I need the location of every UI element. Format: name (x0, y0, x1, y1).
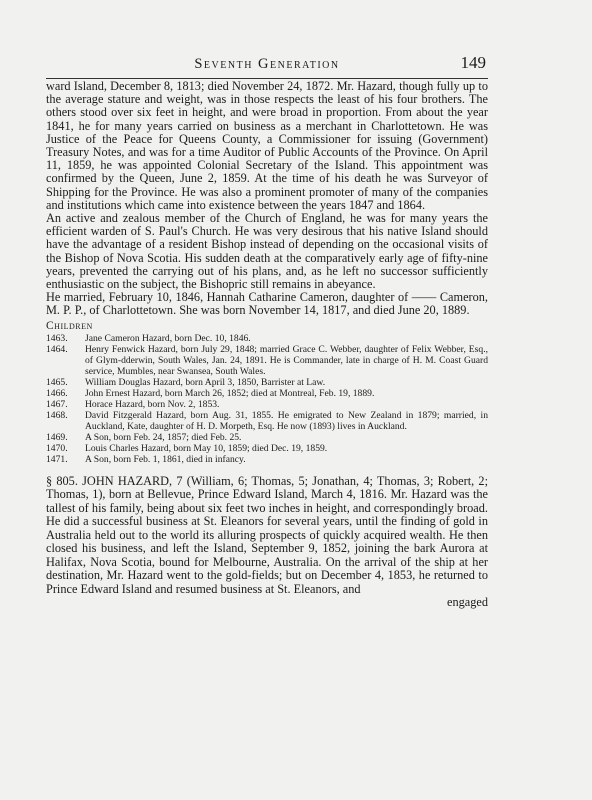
child-number: 1465. (46, 376, 68, 388)
running-header (46, 52, 488, 79)
child-entry (46, 344, 488, 377)
child-text: Jane Cameron Hazard, born Dec. 10, 1846. (85, 332, 251, 344)
paragraph-career: ward Island, December 8, 1813; died November 24, 1872. Mr. Hazard, though fully up to the average stature and weight, was in those respects the least of his four brothers. The others stood over six feet in height, and were broad in proportion. From about the year 1841, he for many years carried on business as a merchant in Charlottetown. He was Justice of the Peace for Queens County, a Commissioner for issuing (Government) Treasury Notes, and was for a time Auditor of Public Accounts of the Province. On April 11, 1859, he was appointed Colonial Secretary of the Island. This appointment was confirmed by the Queen, June 2, 1859. At the time of his death he was Surveyor of Shipping for the Province. He was also a prominent promoter of many of the companies and institutions which came into existence between the years 1847 and 1864. (46, 79, 488, 212)
catchword: engaged (447, 595, 488, 610)
child-text: Henry Fenwick Hazard, born July 29, 1848; married Grace C. Webber, daughter of Felix Webber, Esq., of Glym-dderwin, South Wales, Jan. 24, 1891. He is Commander, late in charge of H. M. Coast Guard service, Mumbles, near Swansea, South Wales. (85, 343, 488, 377)
child-entry (46, 333, 488, 344)
children-list (46, 333, 488, 465)
child-text: A Son, born Feb. 24, 1857; died Feb. 25. (85, 431, 242, 443)
child-text: John Ernest Hazard, born March 26, 1852; died at Montreal, Feb. 19, 1889. (85, 387, 375, 399)
child-text: David Fitzgerald Hazard, born Aug. 31, 1855. He emigrated to New Zealand in 1879; married, in Auckland, Kate, daughter of H. D. Morpeth, Esq. He now (1893) lives in Auckland. (85, 409, 488, 432)
paragraph-john-hazard: § 805. JOHN HAZARD, 7 (William, 6; Thomas, 5; Jonathan, 4; Thomas, 3; Robert, 2; Thomas, 1), born at Bellevue, Prince Edward Island, March 4, 1816. Mr. Hazard was the tallest of his family, being about six feet two inches in height, and correspondingly broad. He did a successful business at St. Eleanors for several years, until the finding of gold in Australia held out to the world its alluring prospects of quickly acquired wealth. He then closed his business, and left the Island, September 9, 1852, joining the bark Aurora at Halifax, Nova Scotia, bound for Melbourne, Australia. On the arrival of the ship at her destination, Mr. Hazard went to the gold-fields; but on December 4, 1853, he returned to Prince Edward Island and resumed business at St. Eleanors, and (46, 473, 488, 596)
child-entry (46, 377, 488, 388)
running-title: Seventh Generation (194, 56, 340, 72)
page-body (46, 80, 488, 610)
child-entry (46, 388, 488, 399)
child-number: 1470. (46, 442, 68, 454)
child-number: 1468. (46, 409, 68, 421)
child-number: 1466. (46, 387, 68, 399)
child-number: 1467. (46, 398, 68, 410)
child-number: 1464. (46, 343, 68, 355)
child-entry (46, 454, 488, 465)
paragraph-church: An active and zealous member of the Church of England, he was for many years the efficient warden of S. Paul's Church. He was very desirous that his native Island should have the advantage of a resident Bishop instead of depending on the occasional visits of the Bishop of Nova Scotia. His sudden death at the comparatively early age of fifty-nine years, prevented the carrying out of his plans, and, as he left no successor sufficiently enthusiastic on the subject, the Bishopric still remains in abeyance. (46, 211, 488, 292)
child-text: Horace Hazard, born Nov. 2, 1853. (85, 398, 220, 410)
child-text: A Son, born Feb. 1, 1861, died in infancy. (85, 453, 246, 465)
child-entry (46, 432, 488, 443)
child-number: 1471. (46, 453, 68, 465)
child-number: 1469. (46, 431, 68, 443)
child-number: 1463. (46, 332, 68, 344)
page-number: 149 (460, 53, 486, 72)
child-entry (46, 399, 488, 410)
child-text: Louis Charles Hazard, born May 10, 1859; died Dec. 19, 1859. (85, 442, 328, 454)
children-heading: Children (46, 319, 93, 332)
child-entry (46, 443, 488, 454)
child-text: William Douglas Hazard, born April 3, 1850, Barrister at Law. (85, 376, 326, 388)
child-entry (46, 410, 488, 432)
paragraph-marriage: He married, February 10, 1846, Hannah Catharine Cameron, daughter of —— Cameron, M. P. P., of Charlottetown. She was born November 14, 1817, and died June 20, 1889. (46, 290, 488, 318)
